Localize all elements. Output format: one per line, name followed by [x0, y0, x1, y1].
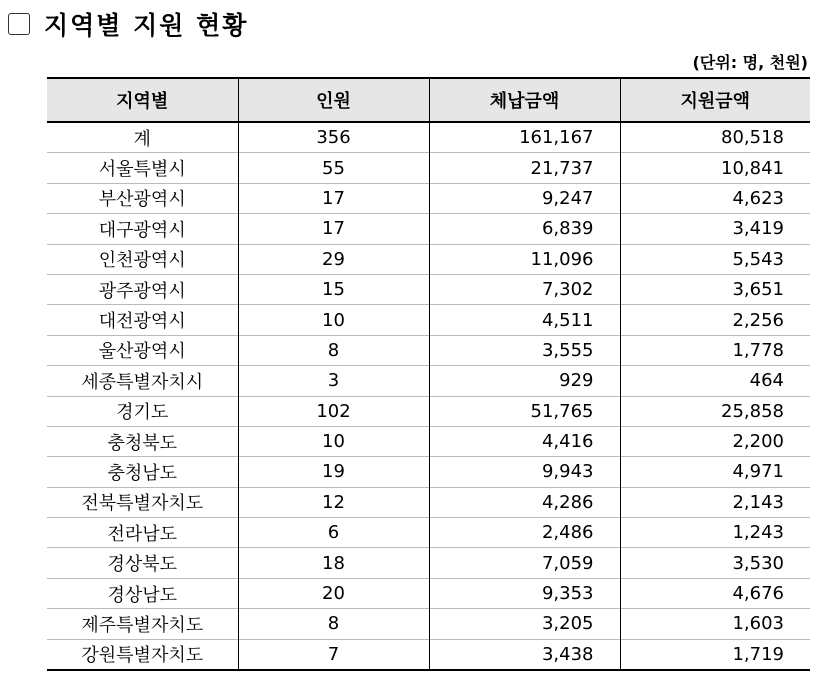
arrears-cell: 161,167: [429, 122, 620, 153]
arrears-cell: 3,205: [429, 609, 620, 639]
persons-cell: 7: [238, 639, 429, 670]
table-row: [47, 639, 810, 670]
table-row: [47, 487, 810, 517]
table-row: [47, 609, 810, 639]
arrears-cell: 21,737: [429, 153, 620, 183]
region-cell: 전북특별자치도: [47, 487, 238, 517]
table-row: [47, 457, 810, 487]
support-cell: 3,530: [620, 548, 810, 578]
region-cell: 대구광역시: [47, 214, 238, 244]
region-cell: 울산광역시: [47, 335, 238, 365]
arrears-cell: 3,555: [429, 335, 620, 365]
region-cell: 경상북도: [47, 548, 238, 578]
region-cell: 부산광역시: [47, 183, 238, 213]
arrears-cell: 9,247: [429, 183, 620, 213]
table-row: [47, 366, 810, 396]
table-row: [47, 214, 810, 244]
region-cell: 대전광역시: [47, 305, 238, 335]
persons-cell: 55: [238, 153, 429, 183]
checkbox-square-icon: [8, 13, 30, 35]
region-cell: 전라남도: [47, 518, 238, 548]
table-row: [47, 122, 810, 153]
unit-note: (단위: 명, 천원): [692, 53, 808, 72]
persons-cell: 8: [238, 335, 429, 365]
arrears-cell: 4,511: [429, 305, 620, 335]
persons-cell: 12: [238, 487, 429, 517]
support-cell: 3,419: [620, 214, 810, 244]
table-row: [47, 183, 810, 213]
persons-cell: 17: [238, 183, 429, 213]
page-title: 지역별 지원 현황: [44, 11, 249, 40]
region-cell: 강원특별자치도: [47, 639, 238, 670]
arrears-cell: 9,353: [429, 578, 620, 608]
persons-cell: 8: [238, 609, 429, 639]
table-row: [47, 244, 810, 274]
region-cell: 계: [133, 128, 151, 150]
table-body: [47, 122, 810, 670]
persons-cell: 10: [238, 426, 429, 456]
header-persons: 인원: [238, 78, 429, 122]
support-cell: 2,143: [620, 487, 810, 517]
arrears-cell: 4,416: [429, 426, 620, 456]
support-cell: 2,256: [620, 305, 810, 335]
table-row: [47, 426, 810, 456]
region-support-table: [47, 77, 810, 671]
persons-cell: 19: [238, 457, 429, 487]
region-cell: 경기도: [47, 396, 238, 426]
arrears-cell: 929: [429, 366, 620, 396]
persons-cell: 17: [238, 214, 429, 244]
support-cell: 1,719: [620, 639, 810, 670]
persons-cell: 20: [238, 578, 429, 608]
table-row: [47, 335, 810, 365]
region-cell: 광주광역시: [47, 274, 238, 304]
region-cell: 인천광역시: [47, 244, 238, 274]
arrears-cell: 11,096: [429, 244, 620, 274]
arrears-cell: 6,839: [429, 214, 620, 244]
arrears-cell: 4,286: [429, 487, 620, 517]
region-cell: 경상남도: [47, 578, 238, 608]
support-cell: 1,778: [620, 335, 810, 365]
persons-cell: 10: [238, 305, 429, 335]
header-region: 지역별: [47, 78, 238, 122]
region-cell: 서울특별시: [47, 153, 238, 183]
region-cell: 충청남도: [47, 457, 238, 487]
region-cell: 제주특별자치도: [47, 609, 238, 639]
support-cell: 25,858: [620, 396, 810, 426]
header-support-amount: 지원금액: [620, 78, 810, 122]
arrears-cell: 3,438: [429, 639, 620, 670]
region-cell: 충청북도: [47, 426, 238, 456]
persons-cell: 18: [238, 548, 429, 578]
support-cell: 2,200: [620, 426, 810, 456]
header-arrears-amount: 체납금액: [429, 78, 620, 122]
arrears-cell: 9,943: [429, 457, 620, 487]
title-row: [8, 6, 248, 42]
table-row: [47, 153, 810, 183]
table-row: [47, 548, 810, 578]
persons-cell: 6: [238, 518, 429, 548]
table-row: [47, 274, 810, 304]
support-cell: 3,651: [620, 274, 810, 304]
persons-cell: 3: [238, 366, 429, 396]
table-header-row: [47, 78, 810, 122]
persons-cell: 356: [238, 122, 429, 153]
persons-cell: 29: [238, 244, 429, 274]
support-cell: 464: [620, 366, 810, 396]
support-cell: 4,676: [620, 578, 810, 608]
support-cell: 1,243: [620, 518, 810, 548]
region-cell: 세종특별자치시: [47, 366, 238, 396]
arrears-cell: 7,059: [429, 548, 620, 578]
support-cell: 1,603: [620, 609, 810, 639]
arrears-cell: 7,302: [429, 274, 620, 304]
support-cell: 5,543: [620, 244, 810, 274]
arrears-cell: 2,486: [429, 518, 620, 548]
support-cell: 80,518: [620, 122, 810, 153]
arrears-cell: 51,765: [429, 396, 620, 426]
table-row: [47, 305, 810, 335]
table-row: [47, 578, 810, 608]
table-row: [47, 518, 810, 548]
persons-cell: 102: [238, 396, 429, 426]
support-cell: 4,623: [620, 183, 810, 213]
support-cell: 10,841: [620, 153, 810, 183]
persons-cell: 15: [238, 274, 429, 304]
table-row: [47, 396, 810, 426]
support-cell: 4,971: [620, 457, 810, 487]
